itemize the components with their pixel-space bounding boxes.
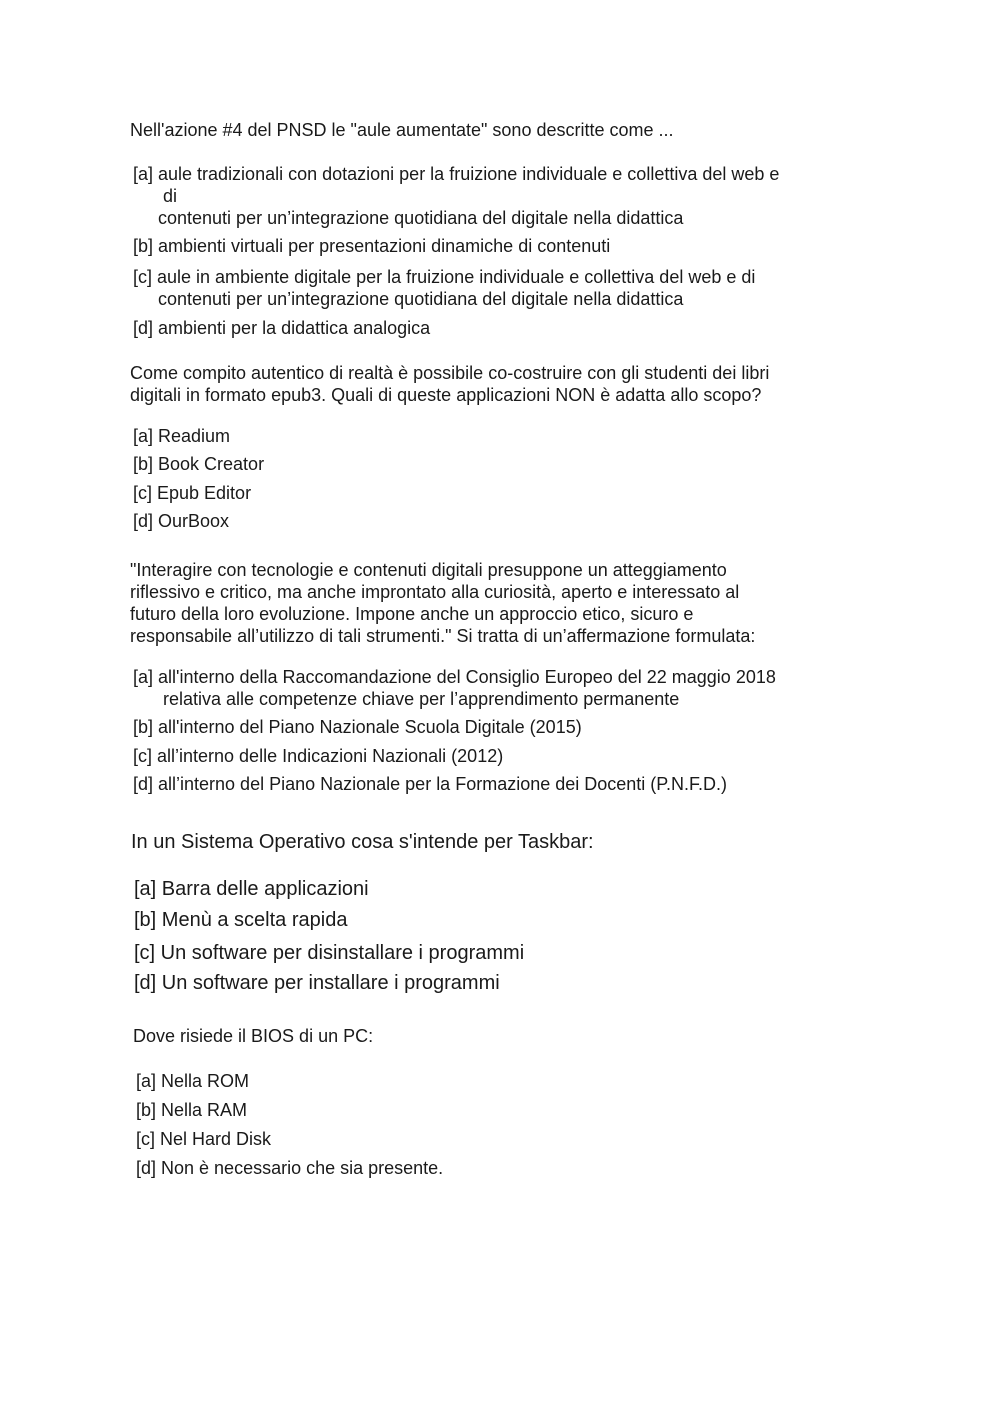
- question-4-option-d: [d] Un software per installare i programmi: [134, 972, 500, 994]
- question-1-option-d: [d] ambienti per la didattica analogica: [133, 318, 431, 338]
- question-5-option-c: [c] Nel Hard Disk: [136, 1129, 272, 1149]
- question-5-option-a: [a] Nella ROM: [136, 1071, 250, 1091]
- question-4-option-c: [c] Un software per disinstallare i programmi: [134, 942, 525, 964]
- question-2-option-d: [d] OurBoox: [133, 511, 230, 531]
- question-3-option-b: [b] all'interno del Piano Nazionale Scuola Digitale (2015): [133, 717, 582, 737]
- question-5-option-d: [d] Non è necessario che sia presente.: [136, 1158, 444, 1178]
- question-4-prompt: In un Sistema Operativo cosa s'intende per Taskbar:: [131, 831, 594, 853]
- question-3-option-d: [d] all’interno del Piano Nazionale per la Formazione dei Docenti (P.N.F.D.): [133, 774, 727, 794]
- question-1-prompt: Nell'azione #4 del PNSD le "aule aumentate" sono descritte come ...: [130, 120, 674, 140]
- question-5-prompt: Dove risiede il BIOS di un PC:: [133, 1026, 374, 1046]
- question-1-option-c: [c] aule in ambiente digitale per la fruizione individuale e collettiva del web e di contenuti per un’integrazione quotidiana del digitale nella didattica: [133, 267, 756, 309]
- question-4-option-b: [b] Menù a scelta rapida: [134, 909, 348, 931]
- question-3-option-a: [a] all'interno della Raccomandazione del Consiglio Europeo del 22 maggio 2018 relativa alle competenze chiave per l’apprendimento permanente: [133, 667, 776, 709]
- question-3-option-c: [c] all’interno delle Indicazioni Nazionali (2012): [133, 746, 504, 766]
- question-1-option-a: [a] aule tradizionali con dotazioni per la fruizione individuale e collettiva del web e di contenuti per un’integrazione quotidiana del digitale nella didattica: [133, 164, 780, 228]
- question-2-option-a: [a] Readium: [133, 426, 231, 446]
- question-2-option-b: [b] Book Creator: [133, 454, 265, 474]
- question-2-option-c: [c] Epub Editor: [133, 483, 252, 503]
- question-1-option-b: [b] ambienti virtuali per presentazioni dinamiche di contenuti: [133, 236, 611, 256]
- question-2-prompt: Come compito autentico di realtà è possibile co-costruire con gli studenti dei libri digitali in formato epub3. Quali di queste applicazioni NON è adatta allo scopo?: [130, 363, 770, 405]
- question-5-option-b: [b] Nella RAM: [136, 1100, 248, 1120]
- question-4-option-a: [a] Barra delle applicazioni: [134, 878, 369, 900]
- question-3-prompt: "Interagire con tecnologie e contenuti digitali presuppone un atteggiamento riflessivo e critico, ma anche improntato alla curiosità, aperto e interessato al futuro della loro evoluzione. Impone anche un approccio etico, sicuro e responsabile all’utilizzo di tali strumenti." Si tratta di un’affermazione formulata:: [130, 560, 756, 646]
